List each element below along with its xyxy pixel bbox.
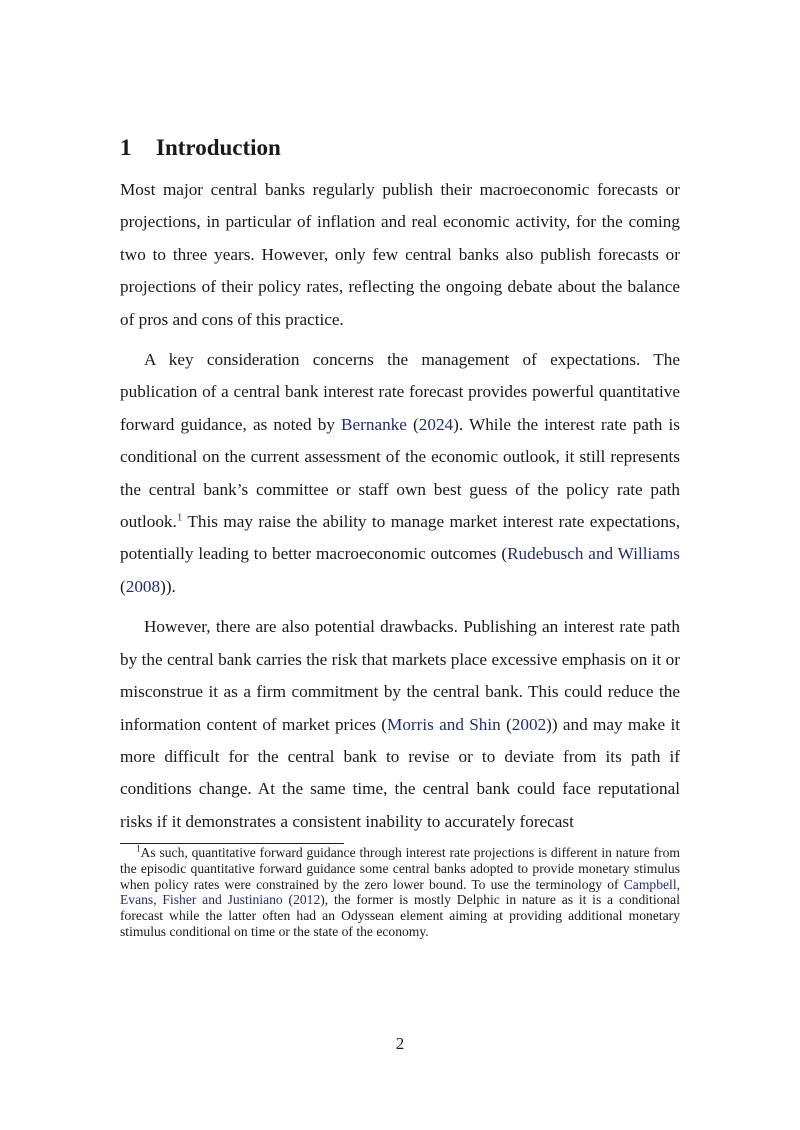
paragraph-2-text-3: ). While the interest rate path is conditional on the current assessment of the economic outlook, it still represents the central bank’s committee or staff own best guess of the policy rate path outlook. xyxy=(120,414,680,532)
citation-rudebusch-williams-author[interactable]: Rudebusch and Williams xyxy=(507,544,680,564)
paragraph-3-text-2: ( xyxy=(500,714,512,734)
page-number: 2 xyxy=(395,1034,405,1053)
paper-page xyxy=(120,0,680,1130)
paragraph-2-text-5: ( xyxy=(120,576,126,596)
section-number: 1 xyxy=(120,135,132,161)
footnote-marker-link[interactable]: 1 xyxy=(176,511,183,524)
footnote-divider xyxy=(120,843,344,844)
footnote-text-1: As such, quantitative forward guidance through interest rate projections is different in nature from the episodic quantitative forward guidance some central banks adopted to provide monetary stimulus when policy rates were constrained by the zero lower bound. To use the terminology of xyxy=(120,845,680,892)
paragraph-2-text-4: This may raise the ability to manage market interest rate expectations, potentially leading to better macroeconomic outcomes ( xyxy=(120,512,680,564)
section-title: Introduction xyxy=(156,135,281,161)
citation-bernanke-author[interactable]: Bernanke xyxy=(341,414,407,434)
citation-rudebusch-williams-year[interactable]: 2008 xyxy=(125,576,161,596)
citation-campbell-et-al-year[interactable]: 2012 xyxy=(293,892,321,908)
citation-campbell-et-al-author[interactable]: Campbell, Evans, Fisher and Justiniano xyxy=(120,876,680,908)
footnote xyxy=(120,845,680,940)
body-text xyxy=(120,174,680,846)
citation-bernanke-year[interactable]: 2024 xyxy=(418,414,454,434)
paragraph-3-text-1: However, there are also potential drawbacks. Publishing an interest rate path by the central bank carries the risk that markets place excessive emphasis on it or misconstrue it as a firm commitment by the central bank. This could reduce the information content of market prices ( xyxy=(120,617,680,734)
paragraph-3 xyxy=(120,611,680,838)
paragraph-3-text-3: )) and may make it more difficult for the central bank to revise or to deviate from its path if conditions change. At the same time, the central bank could face reputational risks if it demonstrates a consistent inability to accurately forecast xyxy=(120,714,680,831)
footnote-text-2: ( xyxy=(282,892,294,908)
paragraph-2-text-1: A key consideration concerns the management of expectations. The publication of a central bank interest rate forecast provides powerful quantitative forward guidance, as noted by xyxy=(120,350,680,434)
paragraph-2 xyxy=(120,344,680,603)
citation-morris-shin-author[interactable]: Morris and Shin xyxy=(387,714,501,734)
section-heading xyxy=(120,133,680,163)
citation-morris-shin-year[interactable]: 2002 xyxy=(511,714,547,734)
paragraph-2-text-6: )). xyxy=(160,576,176,596)
footnote-text-3: ), the former is mostly Delphic in nature as it is a conditional forecast while the latter often had an Odyssean element aiming at providing additional monetary stimulus conditional on time or the state of the economy. xyxy=(120,892,680,939)
paragraph-1: Most major central banks regularly publish their macroeconomic forecasts or projections, in particular of inflation and real economic activity, for the coming two to three years. However, only few central banks also publish forecasts or projections of their policy rates, reflecting the ongoing debate about the balance of pros and cons of this practice. xyxy=(120,180,680,329)
footnote-number: 1 xyxy=(136,843,141,854)
paragraph-2-text-2: ( xyxy=(406,414,419,434)
